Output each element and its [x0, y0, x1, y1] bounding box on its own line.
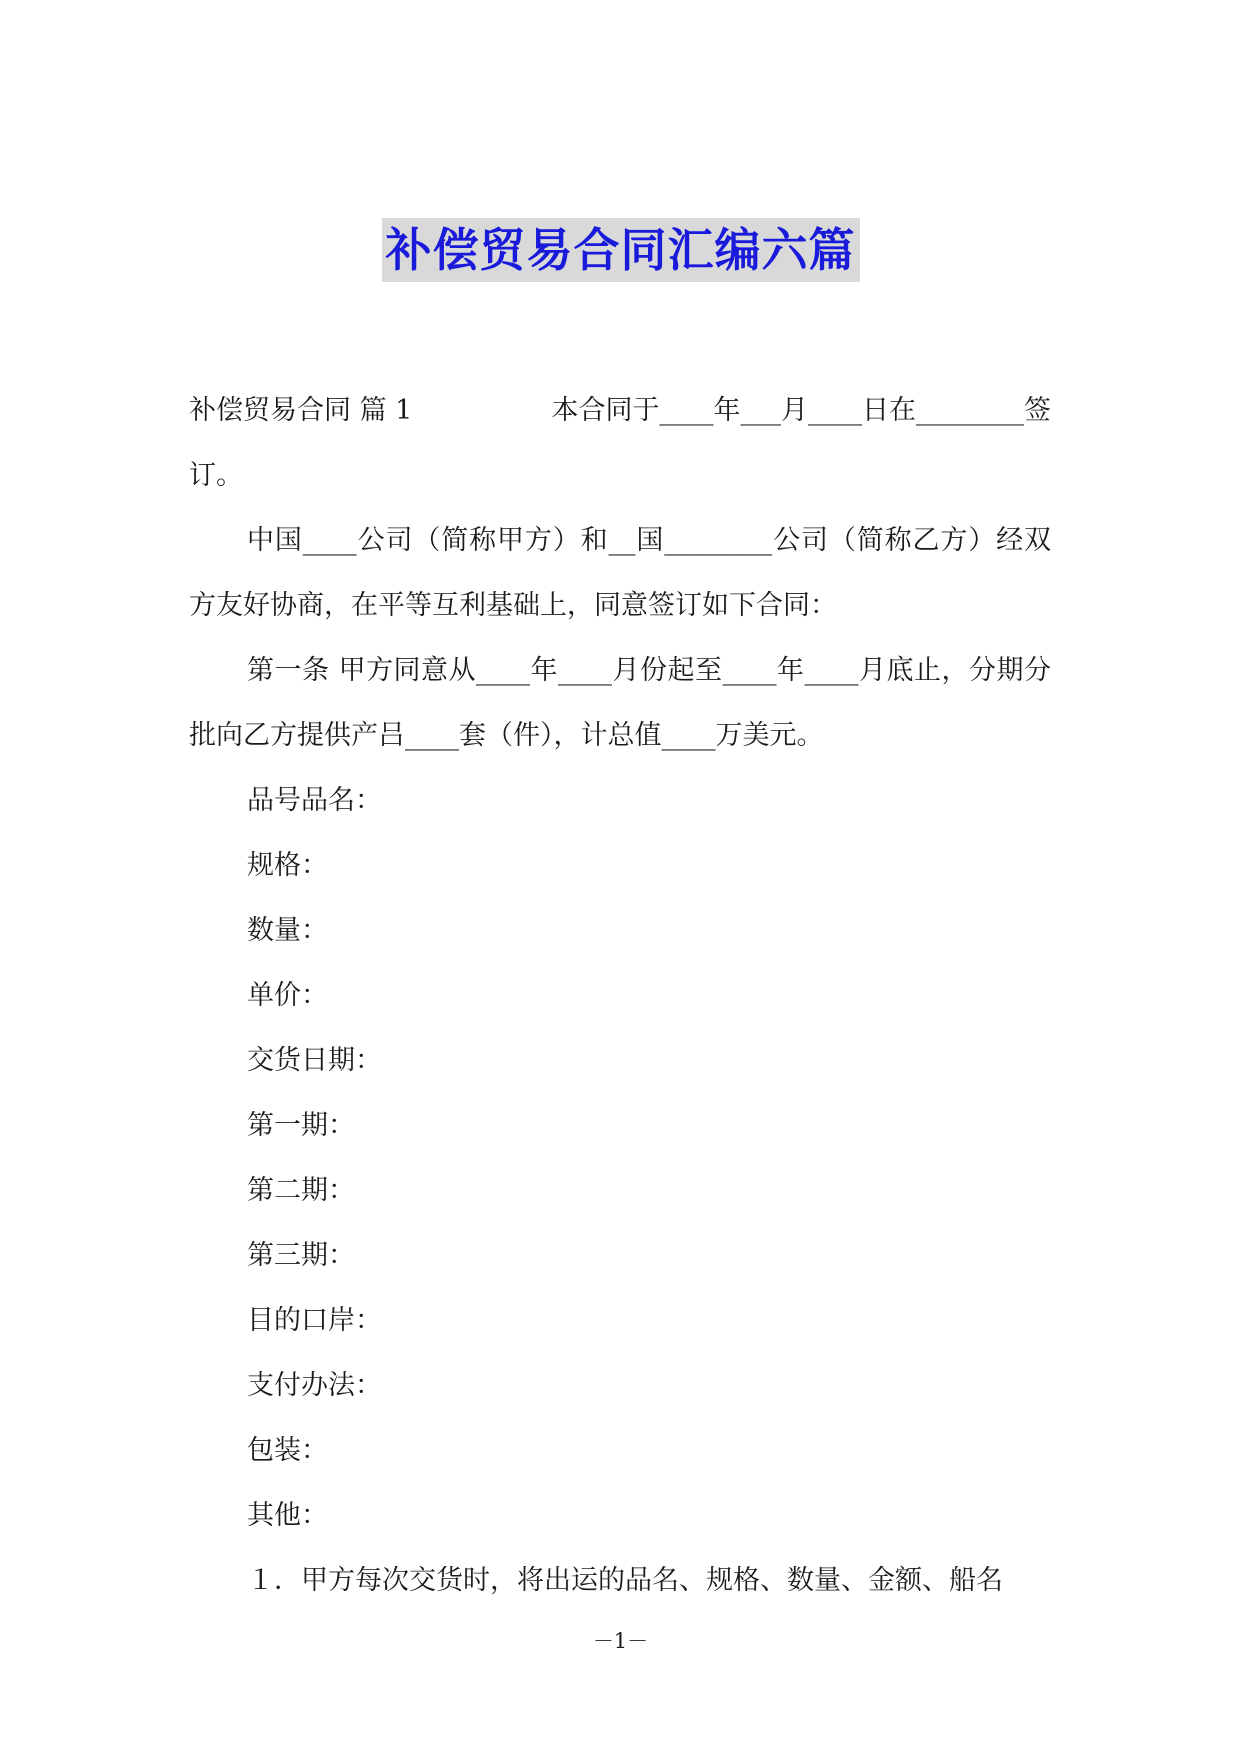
field-period-two: 第二期： [247, 1175, 355, 1206]
signing-clause-wrap: 订。 [189, 460, 243, 491]
field-packaging: 包装： [247, 1435, 328, 1466]
field-destination-port: 目的口岸： [247, 1305, 382, 1336]
title-container [0, 218, 1241, 282]
field-period-one: 第一期： [247, 1110, 355, 1141]
field-delivery-date: 交货日期： [247, 1045, 382, 1076]
field-other: 其他： [247, 1500, 328, 1531]
parties-paragraph: 中国____公司（简称甲方）和__国________公司（简称乙方）经双方友好协商，在平等互利基础上，同意签订如下合同： [189, 525, 1051, 621]
clause-one-line: １．甲方每次交货时，将出运的品名、规格、数量、金额、船名 [247, 1565, 1003, 1596]
article-one-paragraph: 第一条 甲方同意从____年____月份起至____年____月底止，分期分批向乙方提供产吕____套（件），计总值____万美元。 [189, 655, 1051, 751]
contract-heading: 补偿贸易合同 篇 1 [189, 395, 413, 426]
opening-paragraph [189, 378, 1051, 508]
document-title: 补偿贸易合同汇编六篇 [382, 218, 860, 282]
field-unit-price: 单价： [247, 980, 328, 1011]
opening-line [189, 378, 1051, 443]
field-product-name: 品号品名： [247, 785, 382, 816]
signing-clause: 本合同于____年___月____日在________签 [551, 395, 1051, 426]
field-payment-method: 支付办法： [247, 1370, 382, 1401]
contract-body [189, 508, 1051, 1613]
page-number: －1－ [592, 1629, 649, 1653]
field-quantity: 数量： [247, 915, 328, 946]
field-specification: 规格： [247, 850, 328, 881]
field-period-three: 第三期： [247, 1240, 355, 1271]
